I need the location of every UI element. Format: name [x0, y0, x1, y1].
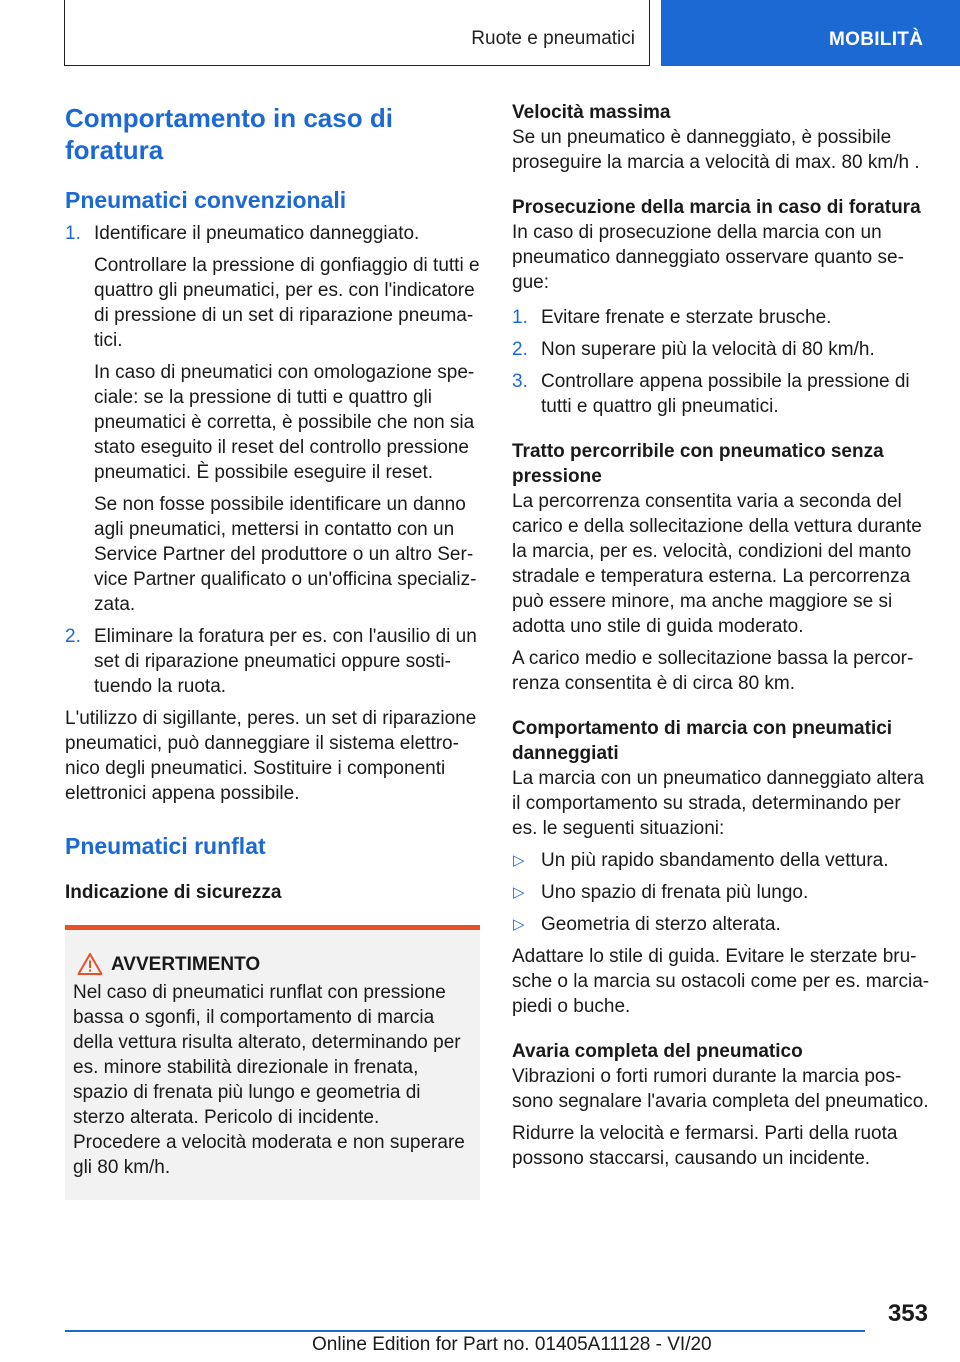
range-heading: Tratto percorribile con pneumatico senza pressione	[512, 441, 884, 487]
continuation-heading: Prosecuzione della marcia in caso di foratura	[512, 197, 921, 218]
continuation-steps	[512, 305, 930, 419]
step-text: Eliminare la foratura per es. con l'ausilio di un set di riparazione pneumatici oppure sostituendo la ruota.	[94, 626, 477, 697]
bullet-text: Un più rapido sbandamento della vettura.	[541, 850, 889, 871]
step-number: 1.	[512, 307, 528, 328]
behaviour-heading: Comportamento di marcia con pneumatici danneggiati	[512, 718, 893, 764]
sealant-note: L'utilizzo di sigillante, peres. un set di riparazione pneumatici, può danneggiare il sistema elettronico degli pneumatici. Sostituire i componenti elettronici appena possibile.	[65, 708, 477, 804]
step-paragraph: Controllare la pressione di gonfiaggio di tutti e quattro gli pneumatici, per es. con l'indicatore di pressione di un set di riparazione pneumatici.	[94, 255, 480, 351]
speed-text: Se un pneumatico è danneggiato, è possibile proseguire la marcia a velocità di max. 80 km/h .	[512, 127, 920, 173]
edition-note: Online Edition for Part no. 01405A11128 - VI/20	[312, 1334, 712, 1355]
step-number: 1.	[65, 223, 81, 244]
bullet-triangle-icon: ▷	[513, 884, 525, 901]
bullet-text: Uno spazio di frenata più lungo.	[541, 882, 809, 903]
list-item	[65, 221, 480, 246]
step-number: 2.	[65, 626, 81, 647]
warning-title-row	[73, 952, 472, 977]
step-text: Identificare il pneumatico danneggiato.	[94, 223, 420, 244]
chapter-title: MOBILITÀ	[829, 29, 924, 50]
list-item	[512, 848, 930, 873]
chapter-tab	[661, 0, 960, 66]
subheading-runflat: Pneumatici runflat	[65, 833, 266, 859]
continuation-text: In caso di prosecuzione della marcia con un pneumatico danneggiato osservare quanto segue:	[512, 222, 904, 293]
range-text: La percorrenza consentita varia a seconda del carico e della sollecitazione della vettura durante la marcia, per es. velocità, condizioni del manto stradale e temperatura esterna. La percorrenza può essere minore, ma anche maggiore se si adotta uno stile di guida moderato.	[512, 491, 922, 637]
page-title: Comportamento in caso di foratura	[65, 103, 393, 165]
subheading-conventional: Pneumatici convenzionali	[65, 187, 347, 213]
page-header	[0, 0, 960, 66]
page-number: 353	[887, 1300, 928, 1327]
behaviour-text: La marcia con un pneumatico danneggiato altera il comportamento su strada, determinando per es. le seguenti situazioni:	[512, 768, 924, 839]
left-column	[65, 100, 480, 1200]
warning-box	[65, 925, 480, 1200]
section-title: Ruote e pneumatici	[471, 28, 635, 49]
section-tab	[64, 0, 650, 66]
step-number: 3.	[512, 371, 528, 392]
footer-divider	[65, 1330, 865, 1332]
step-text: Controllare appena possibile la pressione di tutti e quattro gli pneumatici.	[541, 371, 910, 417]
conventional-steps	[65, 221, 480, 246]
bullet-triangle-icon: ▷	[513, 916, 525, 933]
step-text: Non superare più la velocità di 80 km/h.	[541, 339, 875, 360]
bullet-triangle-icon: ▷	[513, 852, 525, 869]
warning-triangle-icon	[77, 952, 103, 976]
warning-title: AVVERTIMENTO	[111, 954, 261, 975]
right-column	[512, 100, 930, 1171]
step-paragraph: Se non fosse possibile identificare un danno agli pneumatici, mettersi in contatto con un Service Partner del produttore o un altro Service Partner qualificato o un'officina specializzata.	[94, 494, 477, 615]
bullet-text: Geometria di sterzo alterata.	[541, 914, 781, 935]
list-item	[512, 305, 930, 330]
failure-advice: Ridurre la velocità e fermarsi. Parti della ruota possono staccarsi, causando un incidente.	[512, 1123, 898, 1169]
list-item	[65, 624, 480, 699]
list-item	[512, 880, 930, 905]
warning-text: Nel caso di pneumatici runflat con pressione bassa o sgonfi, il comportamento di marcia della vettura risulta alterato, determinando per es. minore stabilità direzionale in frenata, spazio di frenata più lungo e geometria di sterzo alterata. Pericolo di incidente. Procedere a velocità moderata e non superare gli 80 km/h.	[73, 982, 465, 1178]
range-text-average: A carico medio e sollecitazione bassa la percorrenza consentita è di circa 80 km.	[512, 648, 914, 694]
list-item	[512, 337, 930, 362]
step-number: 2.	[512, 339, 528, 360]
safety-heading: Indicazione di sicurezza	[65, 882, 282, 903]
speed-heading: Velocità massima	[512, 102, 671, 123]
step-paragraph: In caso di pneumatici con omologazione speciale: se la pressione di tutti e quattro gli pneumatici è corretta, è possibile che non sia stato eseguito il reset del controllo pressione pneumatici. È possibile eseguire il reset.	[94, 362, 475, 483]
behaviour-advice: Adattare lo stile di guida. Evitare le sterzate brusche o la marcia su ostacoli come per es. marciapiedi o buche.	[512, 946, 930, 1017]
failure-text: Vibrazioni o forti rumori durante la marcia possono segnalare l'avaria completa del pneumatico.	[512, 1066, 929, 1112]
list-item	[512, 912, 930, 937]
step-text: Evitare frenate e sterzate brusche.	[541, 307, 832, 328]
behaviour-bullets	[512, 848, 930, 937]
conventional-steps-cont	[65, 624, 480, 699]
list-item	[512, 369, 930, 419]
failure-heading: Avaria completa del pneumatico	[512, 1041, 803, 1062]
